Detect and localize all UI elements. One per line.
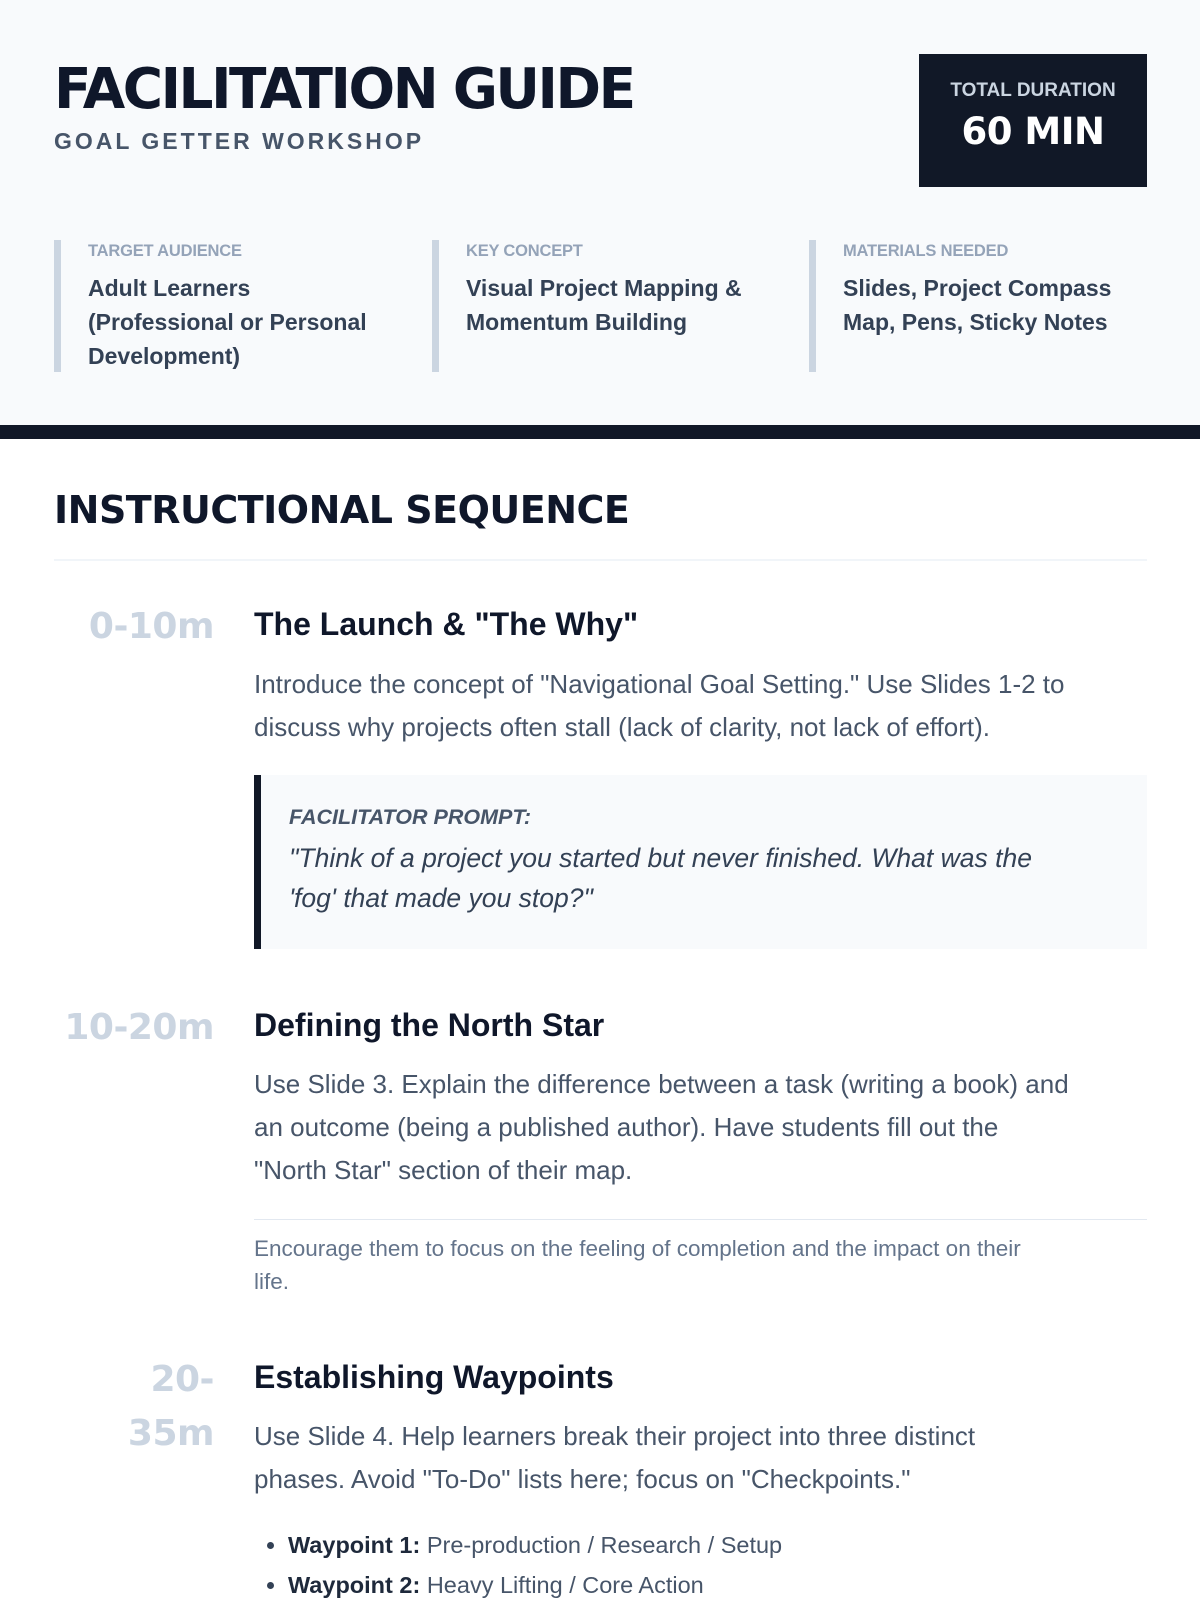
meta-value: [88, 271, 384, 373]
step-description-line: Introduce the concept of "Navigational Goal Setting." Use Slides 1-2 to: [254, 669, 1065, 699]
step-time-line: 10-20m: [64, 1007, 214, 1048]
facilitator-prompt-box: [254, 775, 1147, 949]
step-description-line: an outcome (being a published author). Have students fill out the: [254, 1112, 999, 1142]
meta-value-line: Slides, Project Compass: [843, 275, 1112, 301]
note-divider: [254, 1219, 1147, 1220]
step-time-line: 35m: [127, 1413, 214, 1454]
list-item: [288, 1525, 782, 1565]
header: [0, 0, 1200, 425]
facilitator-prompt-text: [289, 838, 1109, 918]
step-time-line: 20-: [150, 1359, 214, 1400]
meta-label: MATERIALS NEEDED: [843, 242, 1009, 260]
page-title: FACILITATION GUIDE: [54, 57, 634, 122]
list-item: [288, 1565, 782, 1605]
meta-value-line: Momentum Building: [466, 309, 688, 335]
total-duration-box: [919, 54, 1147, 187]
step-description-line: Use Slide 3. Explain the difference between a task (writing a book) and: [254, 1069, 1069, 1099]
step-description-line: discuss why projects often stall (lack of clarity, not lack of effort).: [254, 712, 990, 742]
section-divider: [54, 559, 1147, 561]
section-title: INSTRUCTIONAL SEQUENCE: [54, 488, 630, 532]
step-description-line: "North Star" section of their map.: [254, 1155, 633, 1185]
meta-target-audience: [54, 240, 384, 372]
total-duration-label: TOTAL DURATION: [950, 80, 1116, 101]
total-duration-value: 60 MIN: [961, 110, 1105, 153]
step-time-line: 0-10m: [88, 606, 214, 647]
step-description-line: phases. Avoid "To-Do" lists here; focus on "Checkpoints.": [254, 1464, 911, 1494]
step-description: [254, 1063, 1149, 1192]
waypoint-label: Waypoint 2:: [288, 1572, 421, 1598]
step-description: [254, 1415, 1149, 1501]
meta-label: KEY CONCEPT: [466, 242, 583, 260]
facilitator-prompt-line: "Think of a project you started but never finished. What was the: [289, 843, 1032, 873]
meta-value-line: Development): [88, 343, 241, 369]
facilitator-prompt-line: 'fog' that made you stop?": [289, 883, 593, 913]
waypoint-label: Waypoint 1:: [288, 1532, 421, 1558]
step-title: The Launch & "The Why": [254, 606, 639, 642]
page-subtitle: GOAL GETTER WORKSHOP: [54, 128, 425, 154]
step-title: Establishing Waypoints: [254, 1359, 614, 1395]
waypoint-text: Pre-production / Research / Setup: [426, 1532, 783, 1558]
step-time: [40, 1001, 214, 1055]
meta-label: TARGET AUDIENCE: [88, 242, 242, 260]
step-description: [254, 663, 1149, 749]
step-description-line: Use Slide 4. Help learners break their project into three distinct: [254, 1421, 976, 1451]
header-divider-bar: [0, 425, 1200, 439]
step-note-line: life.: [254, 1269, 290, 1294]
meta-value-line: (Professional or Personal: [88, 309, 367, 335]
meta-key-concept: [432, 240, 762, 372]
meta-value: [466, 271, 762, 339]
waypoint-list: [254, 1525, 782, 1605]
step-title: Defining the North Star: [254, 1007, 605, 1043]
meta-value: [843, 271, 1139, 339]
meta-value-line: Visual Project Mapping &: [466, 275, 742, 301]
facilitator-prompt-label: FACILITATOR PROMPT:: [289, 805, 532, 829]
step-time: [40, 600, 214, 654]
waypoint-text: Heavy Lifting / Core Action: [426, 1572, 704, 1598]
meta-value-line: Map, Pens, Sticky Notes: [843, 309, 1108, 335]
meta-materials-needed: [809, 240, 1139, 372]
step-time: [40, 1353, 214, 1461]
step-note: [254, 1232, 1134, 1298]
meta-value-line: Adult Learners: [88, 275, 251, 301]
step-note-line: Encourage them to focus on the feeling of completion and the impact on their: [254, 1236, 1021, 1261]
